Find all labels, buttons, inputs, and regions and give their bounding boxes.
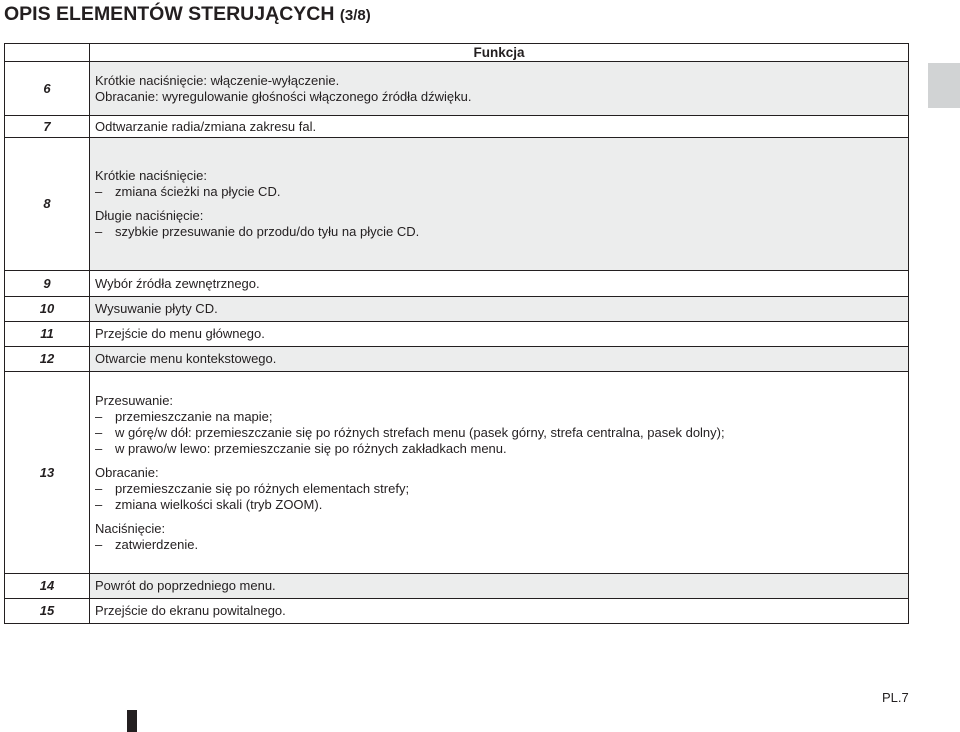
table-row <box>5 297 909 322</box>
row-description <box>90 138 909 271</box>
table-row <box>5 599 909 624</box>
row-description <box>90 322 909 347</box>
row-description <box>90 574 909 599</box>
table-header-row <box>5 44 909 62</box>
row-number: 6 <box>5 62 90 116</box>
description-line: Wysuwanie płyty CD. <box>95 301 218 316</box>
row-description <box>90 372 909 574</box>
row-number: 9 <box>5 271 90 297</box>
description-line: Długie naciśnięcie: <box>95 208 204 223</box>
bullet-text: szybkie przesuwanie do przodu/do tyłu na płycie CD. <box>115 224 420 239</box>
description-line: Obracanie: <box>95 464 159 480</box>
row-description <box>90 347 909 372</box>
bullet-dash: – <box>95 496 103 512</box>
bullet-text: przemieszczanie na mapie; <box>115 408 273 424</box>
description-line <box>95 184 908 200</box>
description-line: Powrót do poprzedniego menu. <box>95 578 276 593</box>
row-description <box>90 297 909 322</box>
bullet-text: zatwierdzenie. <box>115 536 199 552</box>
description-line: Obracanie: wyregulowanie głośności włączonego źródła dźwięku. <box>95 88 472 104</box>
bullet-text: w górę/w dół: przemieszczanie się po różnych strefach menu (pasek górny, strefa centralna, pasek dolny); <box>115 424 725 440</box>
page-title-text: OPIS ELEMENTÓW STERUJĄCYCH <box>4 3 335 25</box>
row-number: 10 <box>5 297 90 322</box>
bullet-dash: – <box>95 480 103 496</box>
table-row <box>5 116 909 138</box>
description-line <box>95 425 908 441</box>
row-number: 14 <box>5 574 90 599</box>
table-row <box>5 347 909 372</box>
bullet-text: zmiana wielkości skali (tryb ZOOM). <box>115 496 323 512</box>
description-line: Wybór źródła zewnętrznego. <box>95 275 260 291</box>
table-row <box>5 138 909 271</box>
header-empty-cell <box>5 44 90 62</box>
description-line <box>95 481 908 497</box>
bullet-dash: – <box>95 184 103 199</box>
description-line: Naciśnięcie: <box>95 520 166 536</box>
table-row <box>5 62 909 116</box>
row-number: 7 <box>5 116 90 138</box>
description-line: Odtwarzanie radia/zmiana zakresu fal. <box>95 118 317 134</box>
row-number: 8 <box>5 138 90 271</box>
description-line: Otwarcie menu kontekstowego. <box>95 351 277 366</box>
table-row <box>5 372 909 574</box>
table-row <box>5 271 909 297</box>
bullet-text: przemieszczanie się po różnych elementach strefy; <box>115 480 410 496</box>
controls-table <box>4 43 909 624</box>
section-marker-bar <box>127 710 137 732</box>
row-description <box>90 116 909 138</box>
bullet-text: zmiana ścieżki na płycie CD. <box>115 184 281 199</box>
description-line: Przesuwanie: <box>95 392 174 408</box>
row-number: 11 <box>5 322 90 347</box>
row-description <box>90 599 909 624</box>
description-line: Przejście do menu głównego. <box>95 326 265 341</box>
description-line <box>95 537 908 553</box>
bullet-dash: – <box>95 408 103 424</box>
table-row <box>5 574 909 599</box>
bullet-dash: – <box>95 536 103 552</box>
side-tab-marker <box>928 63 960 108</box>
description-line <box>95 497 908 513</box>
description-line <box>95 409 908 425</box>
row-description <box>90 62 909 116</box>
row-number: 12 <box>5 347 90 372</box>
description-line <box>95 441 908 457</box>
bullet-text: w prawo/w lewo: przemieszczanie się po różnych zakładkach menu. <box>115 440 507 456</box>
bullet-dash: – <box>95 424 103 440</box>
description-line: Krótkie naciśnięcie: <box>95 168 207 183</box>
bullet-dash: – <box>95 224 103 239</box>
description-line: Przejście do ekranu powitalnego. <box>95 603 286 618</box>
page-title <box>4 3 371 26</box>
bullet-dash: – <box>95 440 103 456</box>
description-line: Krótkie naciśnięcie: włączenie-wyłączenie. <box>95 72 340 88</box>
page-number: PL.7 <box>882 690 909 705</box>
row-number: 13 <box>5 372 90 574</box>
row-number: 15 <box>5 599 90 624</box>
description-line <box>95 224 908 240</box>
column-header-function: Funkcja <box>90 44 909 62</box>
row-description <box>90 271 909 297</box>
table-row <box>5 322 909 347</box>
page-title-part: (3/8) <box>339 7 371 24</box>
